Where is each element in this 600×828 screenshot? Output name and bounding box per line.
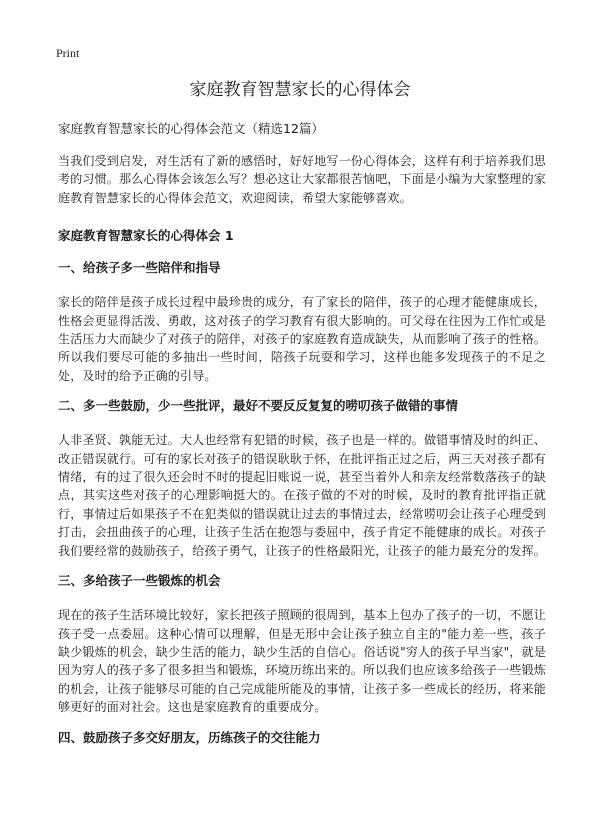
- article-content: [58, 120, 546, 763]
- section-heading-2: 二、多一些鼓励，少一些批评，最好不要反反复复的唠叨孩子做错的事情: [58, 398, 459, 414]
- article-subtitle: 家庭教育智慧家长的心得体会范文（精选12篇）: [58, 121, 324, 136]
- print-link[interactable]: Print: [56, 46, 80, 60]
- section-body-2: 人非圣贤、孰能无过。大人也经常有犯错的时候，孩子也是一样的。做错事情及时的纠正、改正错误就行。可有的家长对孩子的错误耿耿于怀，在批评指正过之后，两三天对孩子都有情绪，有的过了很久还会时不时的提起旧账说一说，甚至当着外人和亲友经常数落孩子的缺点，其实这些对孩子的心理影响挺大的。在孩子做的不对的时候，及时的教育批评指正就行，事情过后如果孩子不在犯类似的错误就让过去的事情过去，经常唠叨会让孩子心理受到打击，会扭曲孩子的心理，让孩子生活在抱怨与委屈中，孩子肯定不能健康的成长。对孩子我们要经常的鼓励孩子，给孩子勇气，让孩子的性格最阳光，让孩子的能力最充分的发挥。: [58, 433, 547, 558]
- section-title: 家庭教育智慧家长的心得体会 1: [58, 228, 234, 244]
- section-heading-4: 四、鼓励孩子多交好朋友，历练孩子的交往能力: [58, 729, 321, 745]
- section-heading-3: 三、多给孩子一些锻炼的机会: [58, 573, 221, 589]
- intro-paragraph: 当我们受到启发，对生活有了新的感悟时，好好地写一份心得体会，这样有利于培养我们思考的习惯。那么心得体会该怎么写？想必这让大家都很苦恼吧，下面是小编为大家整理的家庭教育智慧家长的心得体会范文，欢迎阅读，希望大家能够喜欢。: [58, 154, 547, 205]
- section-heading-1: 一、给孩子多一些陪伴和指导: [58, 260, 221, 276]
- page-title: 家庭教育智慧家长的心得体会: [189, 80, 411, 100]
- section-body-3: 现在的孩子生活环境比较好，家长把孩子照顾的很周到，基本上包办了孩子的一切，不愿让孩子受一点委屈。这种心情可以理解，但是无形中会让孩子独立自主的"能力差一些，孩子缺少锻炼的机会，缺少生活的能力，缺少生活的自信心。俗话说"穷人的孩子早当家"，就是因为穷人的孩子多了很多担当和锻炼，环境历练出来的。所以我们也应该多给孩子一些锻炼的机会，让孩子能够尽可能的自己完成能所能及的事情，让孩子多一些成长的经历，将来能够更好的面对社会。这也是家庭教育的重要成分。: [58, 608, 547, 715]
- section-body-1: 家长的陪伴是孩子成长过程中最珍贵的成分，有了家长的陪伴，孩子的心理才能健康成长，性格会更显得活泼、勇敢，这对孩子的学习教育有很大影响的。可父母在往因为工作忙或是生活压力大而缺少了对孩子的陪伴，对孩子的家庭教育造成缺失，从而影响了孩子的性格。所以我们要尽可能的多抽出一些时间，陪孩子玩耍和学习，这样也能多发现孩子的不足之处，及时的给予正确的引导。: [58, 295, 547, 383]
